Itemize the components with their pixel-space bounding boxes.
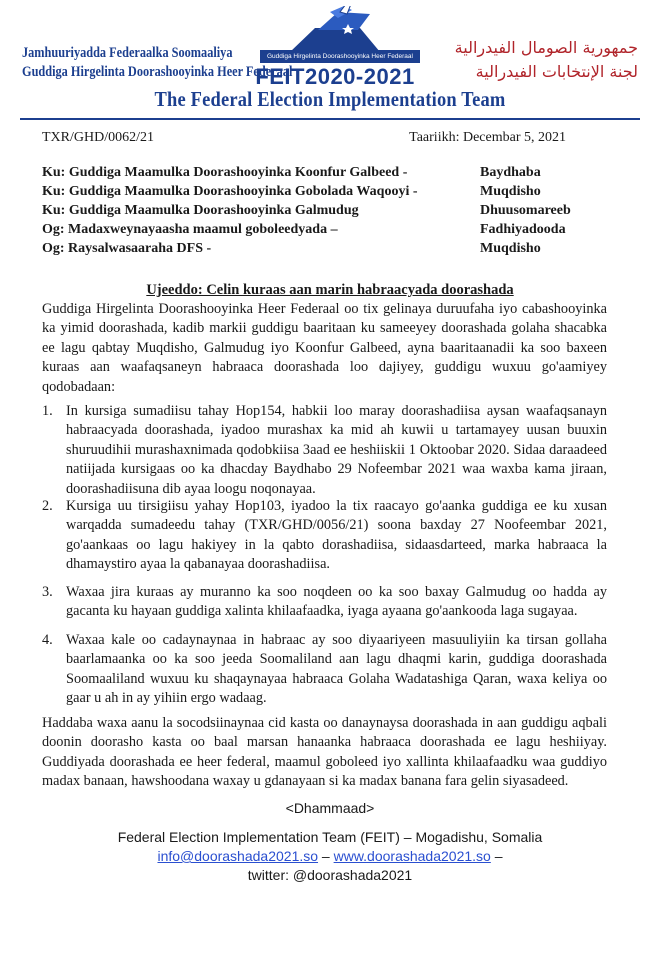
item-text: Waxaa jira kuraas ay muranno ka soo noqdeen oo ka soo baxay Galmudug oo hadda ay gacanta ku hayaan guddiga xalinta khilaafaadka, iyaga ayaana go'aankooda laga sugayaa.: [66, 584, 607, 620]
recipient-city: Dhuusomareeb: [480, 203, 571, 218]
item-number: 3.: [42, 584, 53, 600]
letterhead-republic-name: Jamhuuriyadda Federaalka Soomaaliya: [22, 45, 233, 61]
intro-paragraph: Guddiga Hirgelinta Doorashooyinka Heer Federaal oo tix gelinaya duruufaha iyo cabashooyinka ka yimid doorashada, kadib markii guddigu baaritaan ku sameeyey doorashada golaha shacabka ee lagu qabtay Muqdisho, Galmudug iyo Koonfur Galbeed, ayna baaritaanadii ka soo baxeen kuraas aan waafaqsaneyn habraaca doorashada loo dajiyey, guddigu wuxuu go'aamiyey qodobadaan:: [42, 301, 607, 395]
reference-number: TXR/GHD/0062/21: [42, 130, 154, 145]
letterhead-republic-name-arabic: جمهورية الصومال الفيدرالية: [454, 38, 638, 57]
logo-banner: Guddiga Hirgelinta Doorashooyinka Heer Federaal: [260, 50, 420, 63]
website-link[interactable]: www.doorashada2021.so: [333, 848, 491, 864]
header-divider: [20, 118, 640, 120]
letter-subject: Ujeeddo: Celin kuraas aan marin habraacyada doorashada: [146, 282, 514, 298]
item-text: Kursiga uu tirsigiisu yahay Hop103, iyadoo la tix raacayo go'aanka guddiga ee ku xusan warqadda sumadeedu tahay (TXR/GHD/0056/21) soona baxday 27 Noofeembar 2021, go'aankaas oo lagu hakiyey in la qabto dorashadiisa, sidaasdarteed, marka habraaca la dhamaystiro ayaa la qabanayaa doorashadiisa.: [66, 498, 607, 573]
letterhead-committee-name-arabic: لجنة الإنتخابات الفيدرالية: [475, 62, 638, 81]
item-number: 4.: [42, 632, 53, 648]
recipient-city: Muqdisho: [480, 241, 541, 256]
recipient-line: Og: Madaxweynayaasha maamul goboleedyada –: [42, 222, 338, 237]
letterhead-right: [455, 36, 638, 84]
letterhead: [0, 0, 660, 120]
footer-twitter: twitter: @doorashada2021: [247, 867, 413, 883]
footer-contact: [0, 848, 660, 864]
recipient-city: Baydhaba: [480, 165, 541, 180]
team-title: The Federal Election Implementation Team: [154, 87, 506, 111]
end-mark: <Dhammaad>: [285, 800, 375, 816]
item-text: In kursiga sumadiisu tahay Hop154, habkii loo maray doorashadiisa aysan waafaqsanayn habraacyada doorashada, iyadoo murashax ka mid ah kuwii u tartamayey uusan buuxin shuruudihii murashaxnimada qodobkiisa 3aad ee heshiiskii 1 Oktoobar 2020. Sidaa daraadeed natiijada kursigaas oo ka dhacday Baydhabo 29 Nofeembar 2021 waa waxba kama jiraan, doorashadiisuna dib ayaa loogu noqonayaa.: [66, 403, 607, 497]
letter-date: Taariikh: Decembar 5, 2021: [409, 130, 566, 145]
item-number: 1.: [42, 403, 53, 419]
logo-code: FEIT2020-2021: [255, 64, 415, 89]
item-number: 2.: [42, 498, 53, 514]
footer-organization: Federal Election Implementation Team (FEIT) – Mogadishu, Somalia: [117, 829, 543, 845]
feit-logo: [220, 6, 435, 89]
closing-paragraph: Haddaba waxa aanu la socodsiinaynaa cid kasta oo danaynaysa doorashada in aan guddigu aqbali doonin doorasho kasta oo baal marsan hanaanka habraaca doorashada ee lagu heshiiyay. Guddiyada doorashada ee heer federal, maamul goboleed iyo xallinta khilaafaadku waa guddiyo madax banaan, hawshoodana waxay u gdanayaan si ka madax banana fara gelin siyasadeed.: [42, 715, 607, 790]
recipient-city: Muqdisho: [480, 184, 541, 199]
recipient-line: Ku: Guddiga Maamulka Doorashooyinka Koonfur Galbeed -: [42, 165, 408, 180]
item-text: Waxaa kale oo cadaynaynaa in habraac ay soo diyaariyeen masuuliyiin ka tirsan gollaha baarlamaanka oo ka soo jeeda Soomaliland aan lagu dhaqmi karin, guddiga doorashada Soomaaliland wuxuu ku shaqaynayaa habraaca Golaha Wadatashiga Qaran, waxa keliya oo gaar u ah in ay yihiin ergo wadaag.: [66, 632, 607, 707]
recipient-line: Ku: Guddiga Maamulka Doorashooyinka Galmudug: [42, 203, 359, 218]
recipient-line: Og: Raysalwasaaraha DFS -: [42, 241, 212, 256]
contact-separator: –: [318, 848, 334, 864]
recipient-city: Fadhiyadooda: [480, 222, 566, 237]
letterhead-committee-name: Guddiga Hirgelinta Doorashooyinka Heer Federaal: [22, 64, 293, 80]
ballot-box-icon: [220, 6, 435, 56]
recipient-line: Ku: Guddiga Maamulka Doorashooyinka Gobolada Waqooyi -: [42, 184, 418, 199]
contact-trailing-dash: –: [490, 848, 503, 864]
email-link[interactable]: info@doorashada2021.so: [157, 848, 319, 864]
